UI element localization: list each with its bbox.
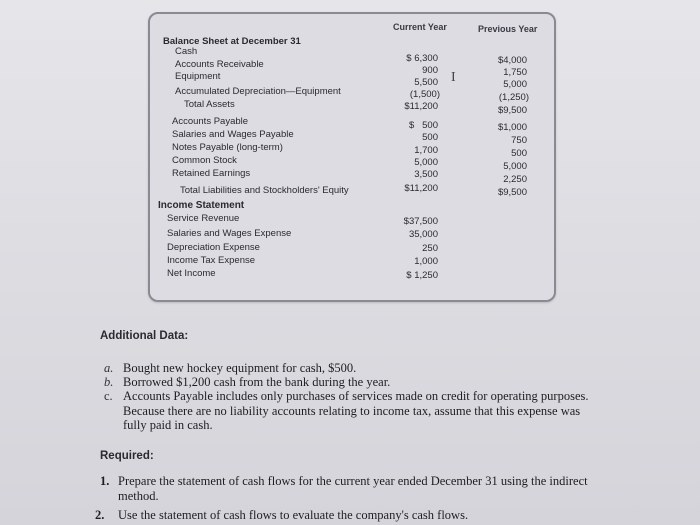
additional-data-heading: Additional Data: (100, 330, 189, 342)
bs-label-common-stock: Common Stock (172, 155, 237, 166)
bs-current-notes-payable: 1,700 (414, 145, 438, 156)
text-cursor-icon: I (451, 70, 456, 85)
item-a-marker: a. (104, 361, 114, 375)
item-c-marker: c. (104, 389, 113, 403)
bs-label-equipment: Equipment (175, 71, 221, 82)
item-c-line-3: fully paid in cash. (123, 418, 213, 432)
bs-current-accum-dep: (1,500) (409, 89, 440, 100)
bs-previous-common-stock: 5,000 (503, 161, 527, 172)
previous-year-header: Previous Year (478, 24, 538, 34)
bs-current-cash: $ 6,300 (406, 53, 438, 64)
bs-label-ar: Accounts Receivable (175, 59, 264, 70)
bs-previous-accum-dep: (1,250) (498, 92, 529, 103)
is-label-depreciation-expense: Depreciation Expense (167, 242, 260, 253)
req-1-line-1: Prepare the statement of cash flows for the current year ended December 31 using the indirect (118, 474, 588, 488)
bs-label-cash: Cash (175, 46, 198, 57)
req-1-line-2: method. (118, 489, 159, 503)
item-b-marker: b. (104, 375, 114, 389)
bs-current-total-assets: $11,200 (404, 101, 438, 112)
bs-previous-salaries-payable: 750 (511, 135, 527, 146)
bs-label-notes-payable: Notes Payable (long-term) (172, 142, 283, 153)
bs-label-salaries-payable: Salaries and Wages Payable (172, 129, 294, 140)
bs-label-ap: Accounts Payable (172, 116, 249, 127)
bs-label-total-assets: Total Assets (184, 99, 235, 110)
is-label-salaries-expense: Salaries and Wages Expense (167, 228, 292, 239)
bs-previous-cash: $4,000 (497, 55, 527, 66)
bs-current-total-liab-equity: $11,200 (404, 183, 438, 194)
bs-previous-retained-earnings: 2,250 (503, 174, 527, 185)
bs-label-retained-earnings: Retained Earnings (172, 168, 251, 179)
bs-previous-total-assets: $9,500 (497, 105, 527, 116)
bs-current-common-stock: 5,000 (414, 157, 438, 168)
req-2-line-1: Use the statement of cash flows to evaluate the company's cash flows. (118, 508, 469, 522)
bs-previous-ap: $1,000 (497, 122, 527, 133)
is-current-salaries-expense: 35,000 (408, 229, 438, 240)
is-current-service-revenue: $37,500 (403, 216, 438, 227)
bs-previous-notes-payable: 500 (511, 148, 527, 159)
is-current-income-tax-expense: 1,000 (414, 256, 438, 267)
income-statement-title: Income Statement (158, 200, 245, 211)
item-c-line-1: Accounts Payable includes only purchases of services made on credit for operating purposes. (123, 389, 589, 403)
is-label-net-income: Net Income (167, 268, 216, 279)
bs-previous-total-liab-equity: $9,500 (497, 187, 527, 198)
item-a-line-1: Bought new hockey equipment for cash, $500. (123, 361, 357, 375)
req-1-marker: 1. (100, 474, 110, 488)
bs-label-accum-dep: Accumulated Depreciation—Equipment (175, 86, 341, 97)
current-year-header: Current Year (393, 22, 447, 32)
bs-current-ar: 900 (422, 65, 438, 76)
required-heading: Required: (100, 450, 154, 462)
bs-current-ap: $ 500 (408, 120, 438, 131)
is-label-income-tax-expense: Income Tax Expense (167, 255, 256, 266)
bs-previous-equipment: 5,000 (503, 79, 527, 90)
bs-previous-ar: 1,750 (503, 67, 527, 78)
bs-current-equipment: 5,500 (414, 77, 438, 88)
bs-current-salaries-payable: 500 (422, 132, 438, 143)
bs-current-retained-earnings: 3,500 (414, 169, 438, 180)
is-current-net-income: $ 1,250 (406, 270, 438, 281)
item-c-line-2: Because there are no liability accounts relating to income tax, assume that this expense was (123, 404, 581, 418)
is-current-depreciation-expense: 250 (422, 243, 438, 254)
bs-label-total-liab-equity: Total Liabilities and Stockholders' Equity (180, 185, 349, 196)
item-b-line-1: Borrowed $1,200 cash from the bank during the year. (123, 375, 391, 389)
balance-sheet-title: Balance Sheet at December 31 (163, 36, 301, 47)
is-label-service-revenue: Service Revenue (167, 213, 240, 224)
req-2-marker: 2. (95, 508, 105, 522)
